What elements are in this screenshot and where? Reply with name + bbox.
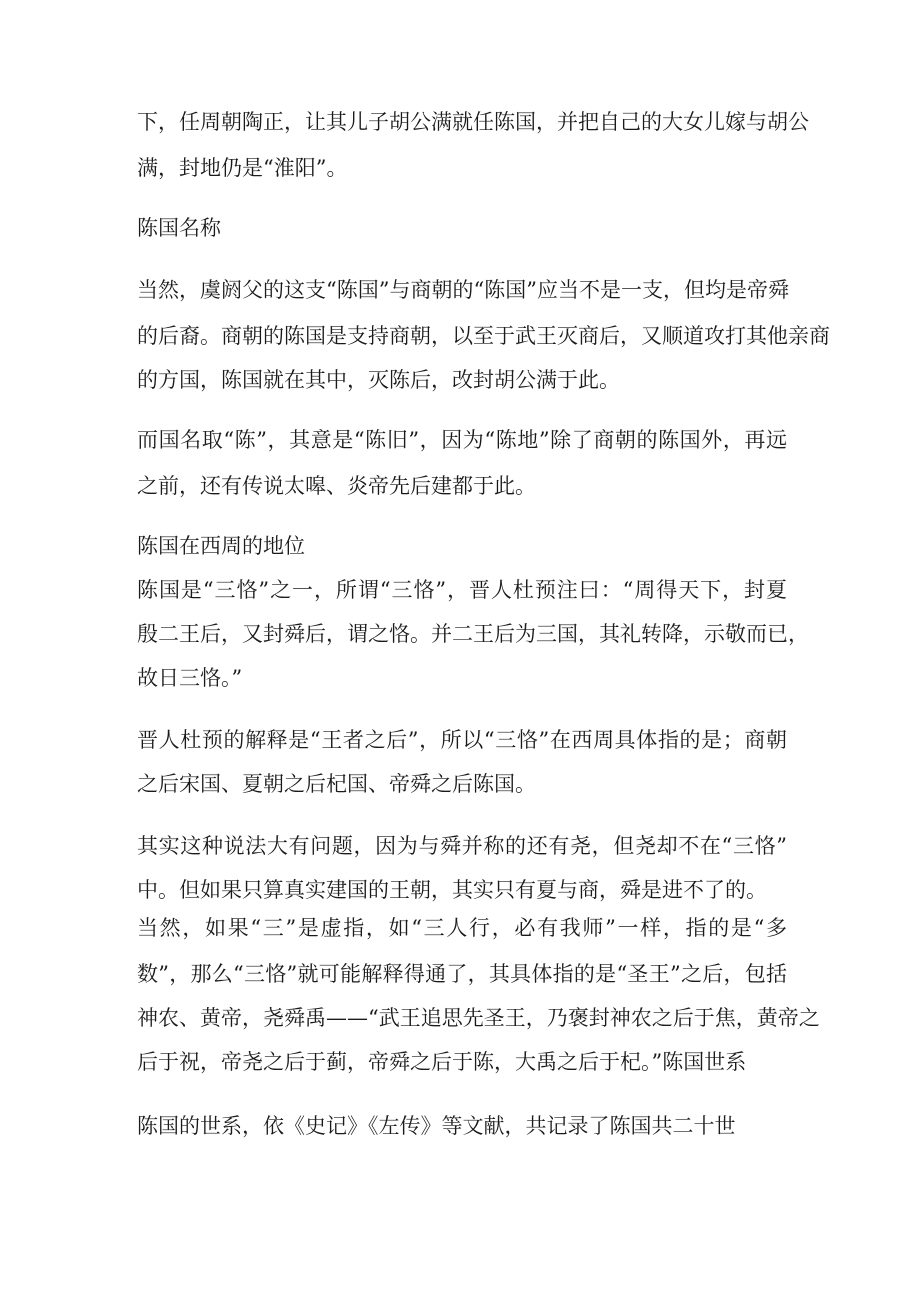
text-line: 故日三恪。”: [137, 666, 243, 690]
section-heading: 陈国在西周的地位: [137, 534, 305, 558]
text-line: 殷二王后，又封舜后，谓之恪。并二王后为三国，其礼转降，示敬而已，: [137, 622, 809, 646]
text-line: 后于祝，帝尧之后于蓟，帝舜之后于陈，大禹之后于杞。”陈国世系: [137, 1050, 747, 1074]
text-line: 陈国是“三恪”之一，所谓“三恪”，晋人杜预注曰：“周得天下，封夏: [137, 578, 787, 602]
text-line: 下，任周朝陶正，让其儿子胡公满就任陈国，并把自己的大女儿嫁与胡公: [137, 110, 809, 134]
section-heading: 陈国名称: [137, 216, 221, 240]
text-line: 当然，如果“三”是虚指，如“三人行，必有我师”一样，指的是“多: [137, 916, 787, 940]
text-line: 中。但如果只算真实建国的王朝，其实只有夏与商，舜是进不了的。: [137, 878, 767, 902]
text-line: 的方国，陈国就在其中，灭陈后，改封胡公满于此。: [137, 368, 620, 392]
text-line: 陈国的世系，依《史记》《左传》等文献，共记录了陈国共二十世: [137, 1114, 736, 1138]
text-line: 当然，虞阏父的这支“陈国”与商朝的“陈国”应当不是一支，但均是帝舜: [137, 278, 789, 302]
text-line: 之后宋国、夏朝之后杞国、帝舜之后陈国。: [137, 772, 536, 796]
text-line: 数”，那么“三恪”就可能解释得通了，其具体指的是“圣王”之后，包括: [137, 962, 787, 986]
text-line: 神农、黄帝，尧舜禹——“武王追思先圣王，乃褒封神农之后于焦，黄帝之: [137, 1006, 820, 1030]
text-line: 满，封地仍是“淮阳”。: [137, 156, 348, 180]
text-line: 其实这种说法大有问题，因为与舜并称的还有尧，但尧却不在“三恪”: [137, 834, 787, 858]
text-line: 而国名取“陈”，其意是“陈旧”，因为“陈地”除了商朝的陈国外，再远: [137, 428, 787, 452]
text-line: 的后裔。商朝的陈国是支持商朝，以至于武王灭商后，又顺道攻打其他亲商: [137, 324, 830, 348]
text-line: 之前，还有传说太嗥、炎帝先后建都于此。: [137, 474, 536, 498]
text-line: 晋人杜预的解释是“王者之后”，所以“三恪”在西周具体指的是；商朝: [137, 728, 787, 752]
